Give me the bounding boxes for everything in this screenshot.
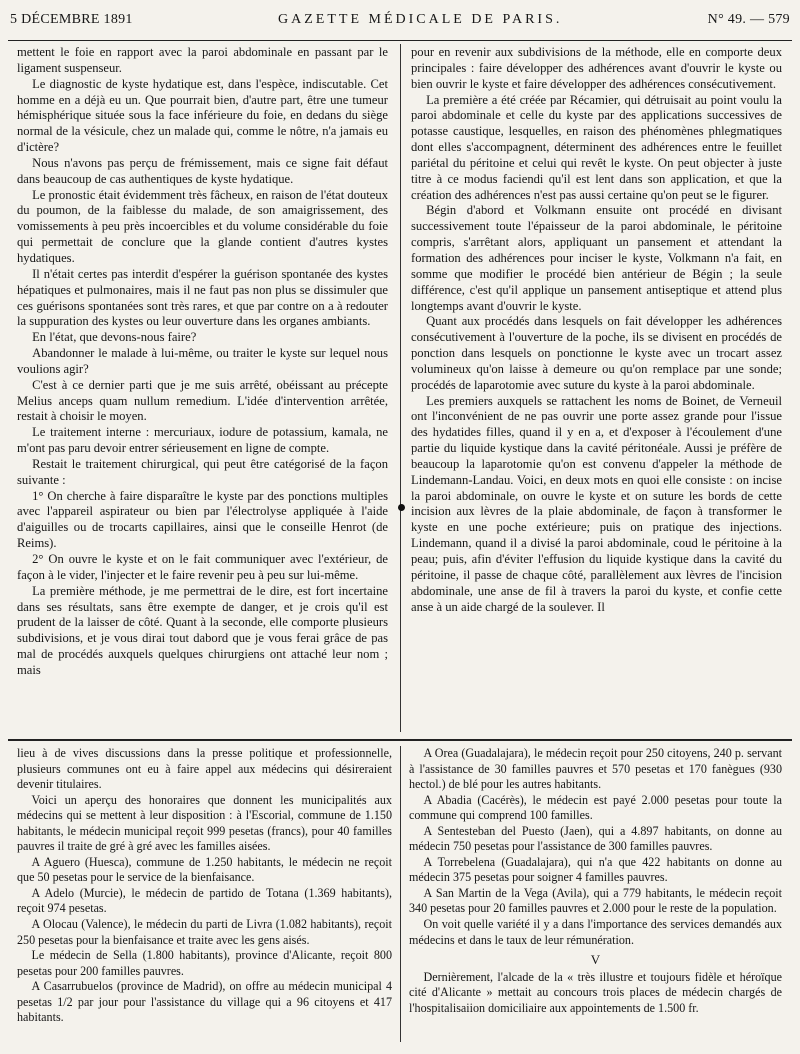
bottom-column-divider xyxy=(400,746,401,1042)
section-rule xyxy=(8,739,792,741)
paragraph: A San Martin de la Vega (Avila), qui a 779 habitants, le médecin reçoit 340 pesetas pour 20 familles pauvres et 2.000 pour le reste de la population. xyxy=(409,885,782,916)
bottom-right-column xyxy=(409,746,782,1016)
paragraph: A Aguero (Huesca), commune de 1.250 habitants, le médecin ne reçoit que 50 pesetas pour le service de la bienfaisance. xyxy=(17,854,392,885)
paragraph: Il n'était certes pas interdit d'espérer la guérison spontanée des kystes hépatiques et pulmonaires, mais il ne faut pas non plus se dissimuler que ces guérisons spontanées sont très rares, et que par contre on a à redouter la suppuration des kystes ou leur ouverture dans les organes ambiants. xyxy=(17,266,388,329)
left-column xyxy=(17,45,388,679)
paragraph: A Casarrubuelos (province de Madrid), on offre au médecin municipal 4 pesetas 1/2 par jour pour l'assistance du village qui a 96 citoyens et 417 habitants. xyxy=(17,979,392,1025)
paragraph: Le traitement interne : mercuriaux, iodure de potassium, kamala, ne m'ont pas paru devoir entrer sérieusement en ligne de compte. xyxy=(17,425,388,456)
paragraph: Le pronostic était évidemment très fâcheux, en raison de l'état douteux du poumon, de la faiblesse du malade, de son amaigrissement, des vomissements à peu près incoercibles et du volume considérable du foie qui permettait de conclure que la glande contient d'autres kystes hydatiques. xyxy=(17,187,388,265)
issue-date: 5 DÉCEMBRE 1891 xyxy=(10,12,133,27)
paragraph: En l'état, que devons-nous faire? xyxy=(32,330,197,345)
paragraph: A Adelo (Murcie), le médecin de partido de Totana (1.369 habitants), reçoit 974 pesetas. xyxy=(17,885,392,916)
paragraph: Quant aux procédés dans lesquels on fait développer les adhérences consécutivement à l'ouverture de la poche, ils se divisent en procédés de ponction dans lesquels on ponctionne le kyste avec un trocart assez volumineux qu'on laisse à demeure ou qu'on remplace par une sonde; procédés de laparotomie avec suture du kyste à la paroi abdominale. xyxy=(411,314,782,392)
paragraph: On voit quelle variété il y a dans l'importance des services demandés aux médecins et dans le taux de leur rémunération. xyxy=(409,917,782,947)
paragraph: La première méthode, je me permettrai de le dire, est fort incertaine dans ses résultats, sans être exempte de danger, et je crois qu'il est prudent de la laisser de côté. Quant à la seconde, elle comporte plusieurs subdivisions, et je vous dirai tout dabord que je vous ferai grâce de pas mal de procédés auxquels quelques chirurgiens ont attaché leur nom ; mais xyxy=(17,583,388,677)
paragraph: Nous n'avons pas perçu de frémissement, mais ce signe fait défaut dans beaucoup de cas authentiques de kyste hydatique. xyxy=(17,155,388,186)
paragraph: Dernièrement, l'alcade de la « très illustre et toujours fidèle et héroïque cité d'Alicante » mettait au concours trois places de médecin chargés de l'hospitalisaiion domiciliaire aux appointements de 1.500 fr. xyxy=(409,969,782,1015)
paragraph: 1° On cherche à faire disparaître le kyste par des ponctions multiples avec l'appareil aspirateur ou bien par l'électrolyse appliquée à l'aide d'aiguilles ou de trocarts capillaires, ainsi que le conseille Henrot (de Reims). xyxy=(17,488,388,551)
paragraph: Restait le traitement chirurgical, qui peut être catégorisé de la façon suivante : xyxy=(17,456,388,487)
paragraph: 2° On ouvre le kyste et on le fait communiquer avec l'extérieur, de façon à le vider, l'injecter et le faire revenir peu à peu sur lui-même. xyxy=(17,552,388,582)
right-column xyxy=(411,45,782,615)
paragraph: pour en revenir aux subdivisions de la méthode, elle en comporte deux principales : faire développer des adhérences avant d'ouvrir le kyste ou bien ouvrir le kyste et faire développer des adhérences consécutivement. xyxy=(411,45,782,91)
issue-number: N° 49. — 579 xyxy=(707,12,790,27)
paragraph: A Olocau (Valence), le médecin du parti de Livra (1.082 habitants), reçoit 250 pesetas pour la bienfaisance et traite avec les gens aisés. xyxy=(17,917,392,947)
paragraph: Le diagnostic de kyste hydatique est, dans l'espèce, indiscutable. Cet homme en a déjà eu un. Que pourrait bien, d'autre part, être une tumeur hémisphérique située sous la face inférieure du foie, en dedans du siège normal de la vésicule, chez un malade qui, comme le nôtre, n'a jamais eu d'ictère? xyxy=(17,76,388,155)
paragraph: Abandonner le malade à lui-même, ou traiter le kyste sur lequel nous voulions agir? xyxy=(17,346,388,376)
bottom-left-column xyxy=(17,746,392,1026)
paragraph: Voici un aperçu des honoraires que donnent les municipalités aux médecins qui se mettent à leur disposition : à l'Escorial, commune de 1.150 habitants, le médecin municipal reçoit 999 pesetas (francs), pour 40 familles pauvres il traite de gré à gré avec les familles aisées. xyxy=(17,792,392,854)
ink-blot xyxy=(398,504,405,511)
paragraph: A Sentesteban del Puesto (Jaen), qui a 4.897 habitants, on donne au médecin 750 pesetas pour l'assistance de 300 familles pauvres. xyxy=(409,823,782,854)
paragraph: Les premiers auxquels se rattachent les noms de Boinet, de Verneuil ont l'inconvénient de ne pas ouvrir une porte assez grande pour l'issue des hydatides filles, quand il y en a, et d'exposer à l'écoulement d'une partie du liquide kystique dans la cavité péritonéale. Aussi je préfère de beaucoup la laparotomie qu'on est convenu d'appeler la méthode de Lindemann-Landau. Voici, en deux mots en quoi elle consiste : on incise la paroi abdominale, on ouvre le kyste et on suture les bords de cette incision aux lèvres de la plaie abdominale, de façon à transformer le kyste en une poche extérieure; puis on pratique des injections. Lindemann, quand il a divisé la paroi abdominale, coud le péritoine à la peau; puis, afin d'éviter l'effusion du liquide kystique dans la cavité du péritoine, il passe de chaque côté, parallèlement aux lèvres de l'incision abdominale, une anse de fil à travers la paroi du kyste, et confie cette anse à un aide chargé de la soulever. Il xyxy=(411,393,782,614)
paragraph: Le médecin de Sella (1.800 habitants), province d'Alicante, reçoit 800 pesetas pour 200 familles pauvres. xyxy=(17,948,392,978)
paragraph: Bégin d'abord et Volkmann ensuite ont procédé en divisant successivement toute l'épaisseur de la paroi abdominale, le péritoine compris, s'arrêtant alors, appliquant un pansement et attendant la formation des adhérences pour inciser le kyste, Volkmann n'a fait, en somme que modifier le procédé bien antérieur de Bégin ; la seule différence, c'est qu'il applique un pansement antiseptique et attend plus longtemps avant d'ouvrir le kyste. xyxy=(411,203,782,313)
paragraph: A Torrebelena (Guadalajara), qui n'a que 422 habitants on donne au médecin 375 pesetas pour soigner 4 familles pauvres. xyxy=(409,854,782,885)
paragraph: A Abadia (Cacérès), le médecin est payé 2.000 pesetas pour toute la commune qui comprend 100 familles. xyxy=(409,792,782,823)
header-rule xyxy=(8,40,792,41)
paragraph: mettent le foie en rapport avec la paroi abdominale en passant par le ligament suspenseur. xyxy=(17,45,388,75)
paragraph: C'est à ce dernier parti que je me suis arrêté, obéissant au précepte Melius anceps quam nullum remedium. L'idée d'intervention arrêtée, restait à choisir le moyen. xyxy=(17,377,388,424)
page-header xyxy=(10,12,790,36)
paragraph: A Orea (Guadalajara), le médecin reçoit pour 250 citoyens, 240 p. servant à l'assistance de 30 familles pauvres et 570 pesetas et 170 fanègues (930 hectol.) de blé pour les autres habitants. xyxy=(409,746,782,792)
section-numeral: V xyxy=(590,952,601,968)
paragraph: lieu à de vives discussions dans la presse politique et professionnelle, plusieurs communes ont eu à faire appel aux médecins qui désireraient devenir titulaires. xyxy=(17,746,392,792)
paragraph: La première a été créée par Récamier, qui détruisait au point voulu la paroi abdominale et celle du kyste par des applications successives de potasse caustique, lesquelles, en raison des phénomènes phlegmatiques dont elles s'accompagnent, déterminent des adhérences entre le feuillet pariétal du péritoine et celui qui revêt le kyste. On peut objecter à juste titre à ce modus faciendi qu'il est lent dans son application, et que la création des adhérences n'est pas aussi certaine qu'on peut se le figurer. xyxy=(411,92,782,202)
column-divider xyxy=(400,44,401,732)
journal-title: GAZETTE MÉDICALE DE PARIS. xyxy=(278,12,563,27)
